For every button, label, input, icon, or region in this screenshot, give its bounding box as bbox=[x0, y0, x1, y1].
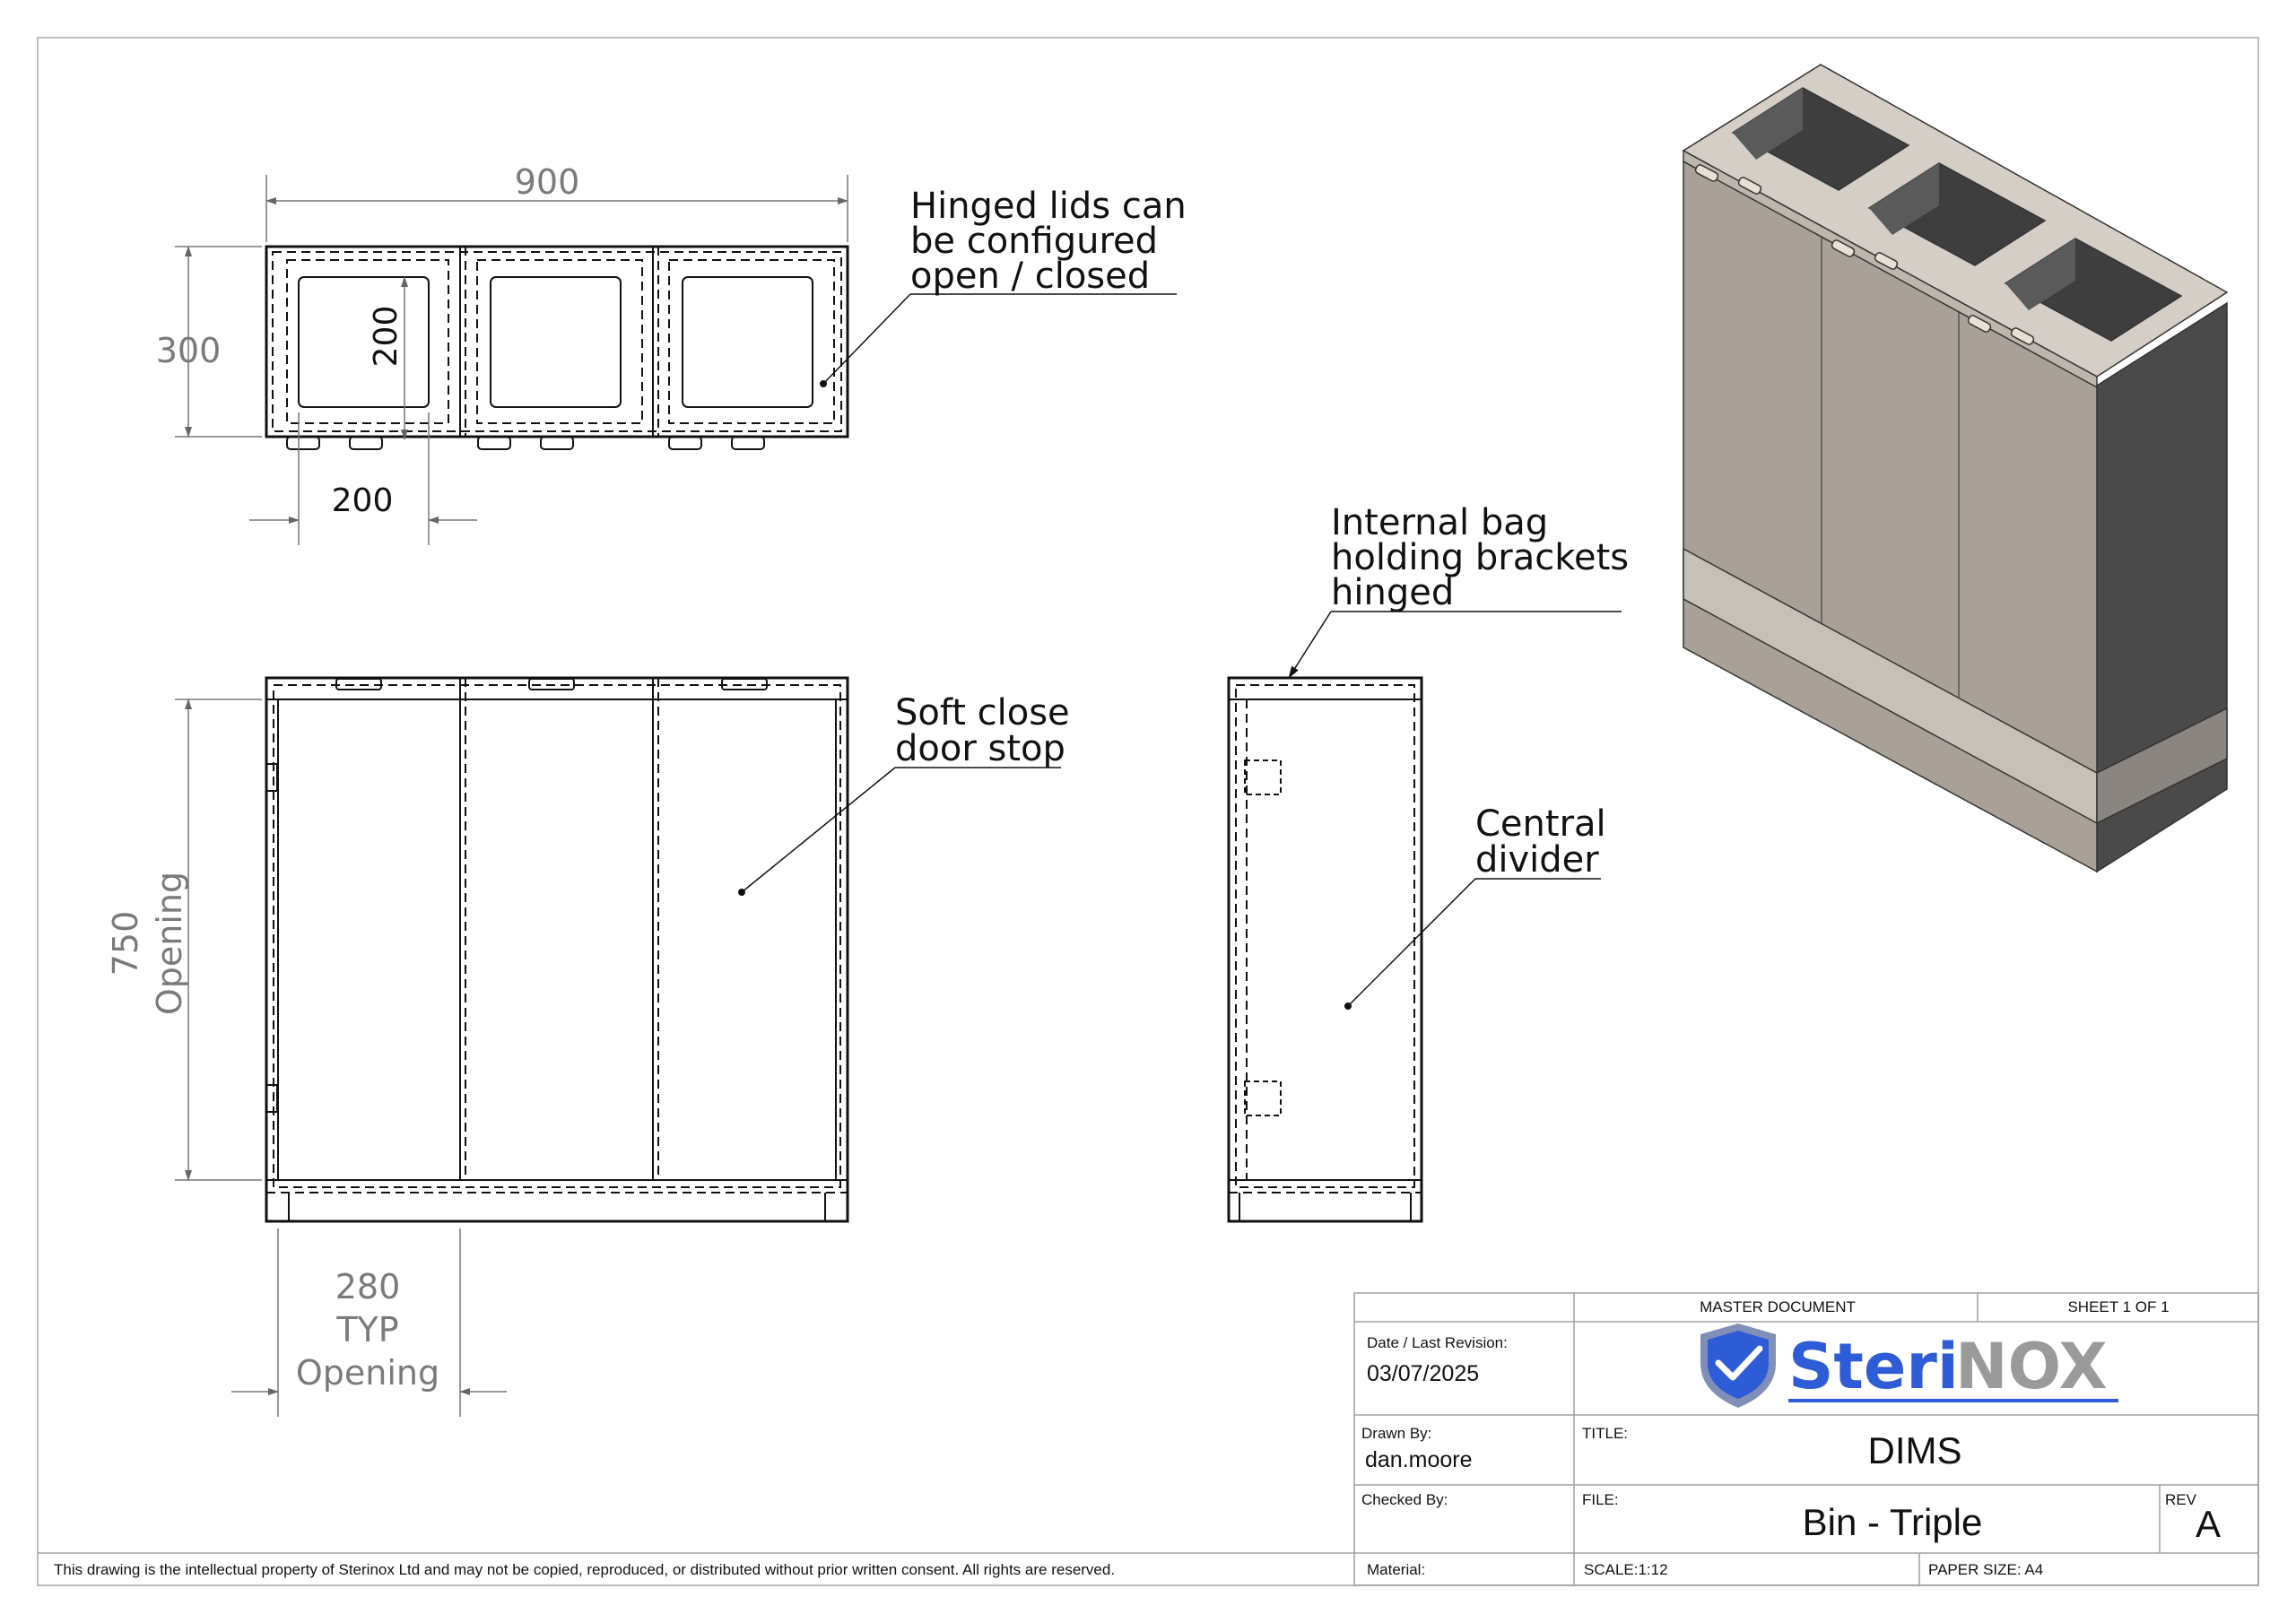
lid-opening-2 bbox=[491, 277, 621, 407]
svg-text:Central: Central bbox=[1475, 803, 1606, 845]
sheet-number: SHEET 1 OF 1 bbox=[2067, 1298, 2170, 1315]
front-view-dimensions bbox=[175, 699, 507, 1417]
dim-opening-280: 280 bbox=[335, 1267, 401, 1306]
top-view bbox=[266, 247, 848, 449]
paper-size: PAPER SIZE: A4 bbox=[1928, 1561, 2044, 1578]
svg-text:open / closed: open / closed bbox=[910, 256, 1151, 297]
dim-lid-200-vertical: 200 bbox=[368, 305, 404, 368]
file-label: FILE: bbox=[1582, 1491, 1619, 1508]
logo-text-nox: NOX bbox=[1955, 1330, 2108, 1403]
svg-text:be configured: be configured bbox=[910, 221, 1159, 262]
dim-opening-750-label: Opening bbox=[150, 871, 189, 1016]
date-label: Date / Last Revision: bbox=[1367, 1334, 1508, 1351]
lid-opening-3 bbox=[683, 277, 813, 407]
dim-lid-200-horizontal: 200 bbox=[331, 482, 394, 519]
isometric-view bbox=[1683, 65, 2227, 872]
sterinox-logo bbox=[1700, 1324, 2118, 1408]
dim-depth-300: 300 bbox=[155, 331, 222, 370]
drawn-by-label: Drawn By: bbox=[1361, 1425, 1432, 1442]
svg-text:divider: divider bbox=[1475, 839, 1599, 881]
date-value: 03/07/2025 bbox=[1367, 1361, 1480, 1386]
dim-opening-750: 750 bbox=[106, 910, 145, 976]
checked-by-label: Checked By: bbox=[1361, 1491, 1448, 1508]
callout-soft-close bbox=[738, 692, 1070, 896]
svg-text:door stop: door stop bbox=[895, 728, 1065, 769]
disclaimer-text: This drawing is the intellectual property of Sterinox Ltd and may not be copied, reproduced, or distributed without prior written consent. All rights are reserved. bbox=[54, 1561, 1116, 1578]
drawn-by-value: dan.moore bbox=[1365, 1447, 1473, 1472]
title-label: TITLE: bbox=[1582, 1425, 1629, 1442]
callout-central-divider bbox=[1344, 803, 1606, 1010]
callout-hinged-lids bbox=[820, 186, 1187, 387]
dim-opening-280-label: Opening bbox=[295, 1353, 440, 1393]
svg-text:Internal bag: Internal bag bbox=[1331, 502, 1549, 543]
master-document-label: MASTER DOCUMENT bbox=[1700, 1298, 1856, 1315]
material-label: Material: bbox=[1367, 1561, 1426, 1578]
dim-width-900: 900 bbox=[514, 162, 580, 202]
side-view bbox=[1229, 678, 1422, 1221]
callout-bag-brackets bbox=[1289, 502, 1629, 678]
svg-text:hinged: hinged bbox=[1331, 572, 1455, 613]
rev-label: REV bbox=[2165, 1491, 2196, 1508]
dim-opening-280-typ: TYP bbox=[336, 1310, 399, 1350]
rev-value: A bbox=[2195, 1503, 2222, 1545]
lid-opening-1 bbox=[299, 277, 429, 407]
logo-text-steri: Steri bbox=[1788, 1330, 1959, 1403]
svg-text:Soft close: Soft close bbox=[895, 692, 1070, 733]
scale-value: SCALE:1:12 bbox=[1584, 1561, 1668, 1578]
svg-text:holding brackets: holding brackets bbox=[1331, 537, 1630, 578]
file-value: Bin - Triple bbox=[1802, 1501, 1983, 1543]
title-value: DIMS bbox=[1867, 1429, 1962, 1471]
top-view-dimensions bbox=[175, 175, 848, 545]
svg-text:Hinged lids can: Hinged lids can bbox=[910, 186, 1187, 227]
front-view bbox=[266, 678, 848, 1221]
